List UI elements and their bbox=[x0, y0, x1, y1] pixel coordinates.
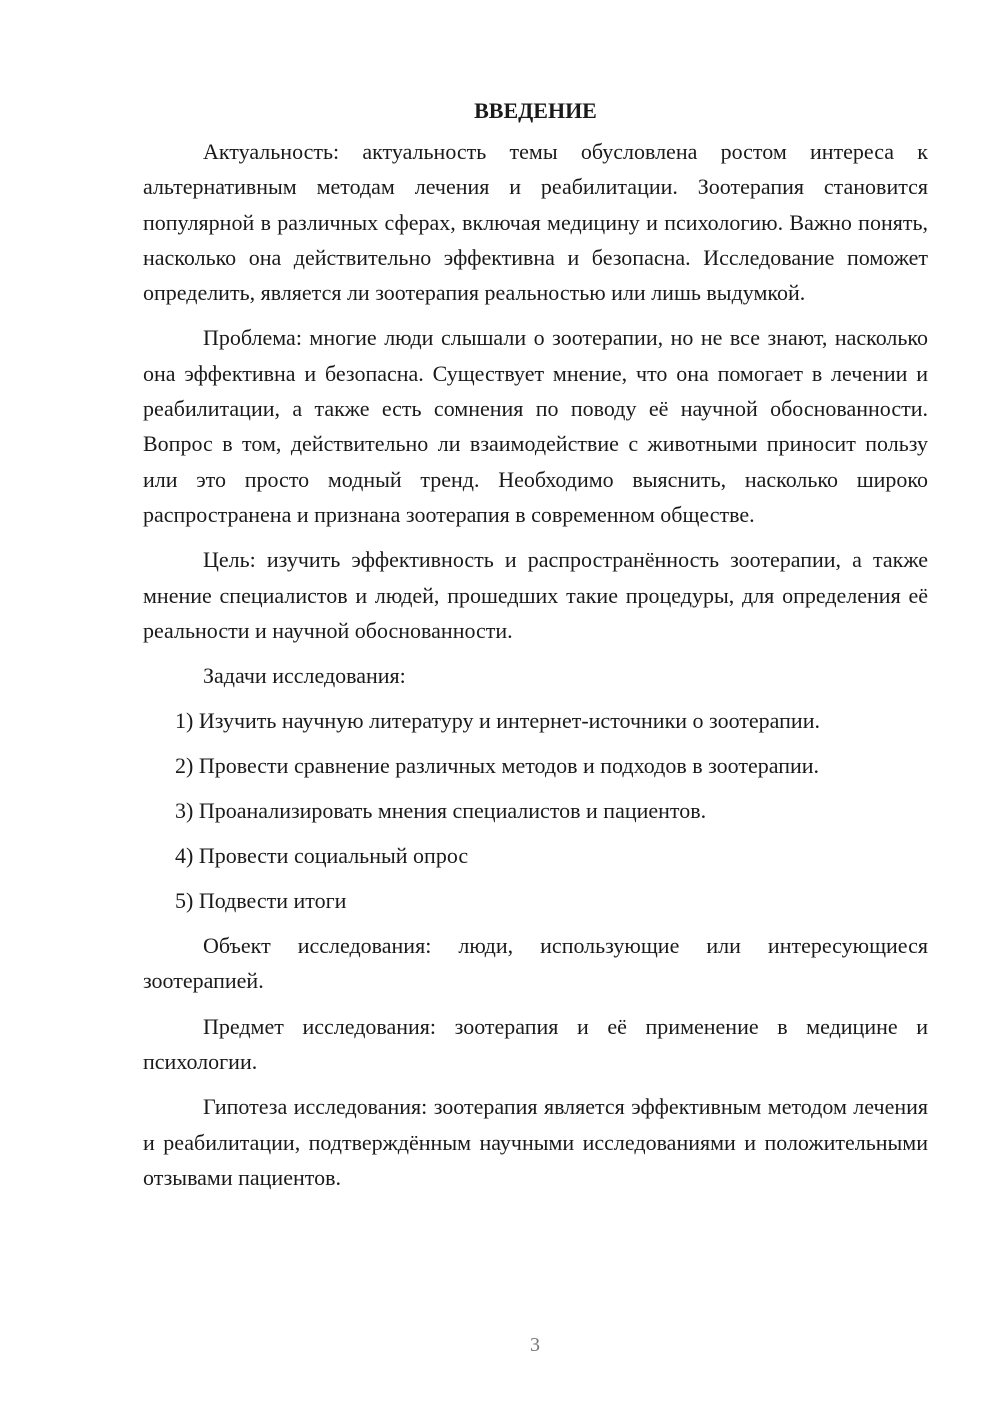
task-item: 1) Изучить научную литературу и интернет-источники о зоотерапии. bbox=[175, 708, 820, 734]
section-heading: ВВЕДЕНИЕ bbox=[474, 98, 597, 123]
paragraph-goal: Цель: изучить эффективность и распространённость зоотерапии, а также мнение специалистов и людей, прошедших такие процедуры, для определения её реальности и научной обоснованности. bbox=[143, 547, 928, 643]
task-item: 4) Провести социальный опрос bbox=[175, 843, 469, 869]
task-item: 2) Провести сравнение различных методов и подходов в зоотерапии. bbox=[175, 753, 820, 779]
tasks-label: Задачи исследования: bbox=[203, 663, 406, 689]
task-item: 5) Подвести итоги bbox=[175, 888, 347, 914]
paragraph-hypothesis: Гипотеза исследования: зоотерапия является эффективным методом лечения и реабилитации, подтверждённым научными исследованиями и положительными отзывами пациентов. bbox=[143, 1094, 928, 1190]
paragraph-subject: Предмет исследования: зоотерапия и её применение в медицине и психологии. bbox=[143, 1013, 928, 1075]
page-number: 3 bbox=[530, 1334, 540, 1356]
paragraph-problem: Проблема: многие люди слышали о зоотерапии, но не все знают, насколько она эффективна и безопасна. Существует мнение, что она помогает в лечении и реабилитации, а также есть сомнения по поводу её научной обоснованности. Вопрос в том, действительно ли взаимодействие с животными приносит пользу или это просто модный тренд. Необходимо выяснить, насколько широко распространена и признана зоотерапия в современном обществе. bbox=[143, 325, 928, 527]
document-page bbox=[143, 96, 928, 1205]
paragraph-object: Объект исследования: люди, использующие или интересующиеся зоотерапией. bbox=[143, 933, 928, 994]
paragraph-relevance: Актуальность: актуальность темы обусловлена ростом интереса к альтернативным методам лечения и реабилитации. Зоотерапия становится популярной в различных сферах, включая медицину и психологию. Важно понять, насколько она действительно эффективна и безопасна. Исследование поможет определить, является ли зоотерапия реальностью или лишь выдумкой. bbox=[143, 139, 928, 306]
task-item: 3) Проанализировать мнения специалистов и пациентов. bbox=[175, 798, 707, 824]
task-list bbox=[143, 703, 928, 918]
